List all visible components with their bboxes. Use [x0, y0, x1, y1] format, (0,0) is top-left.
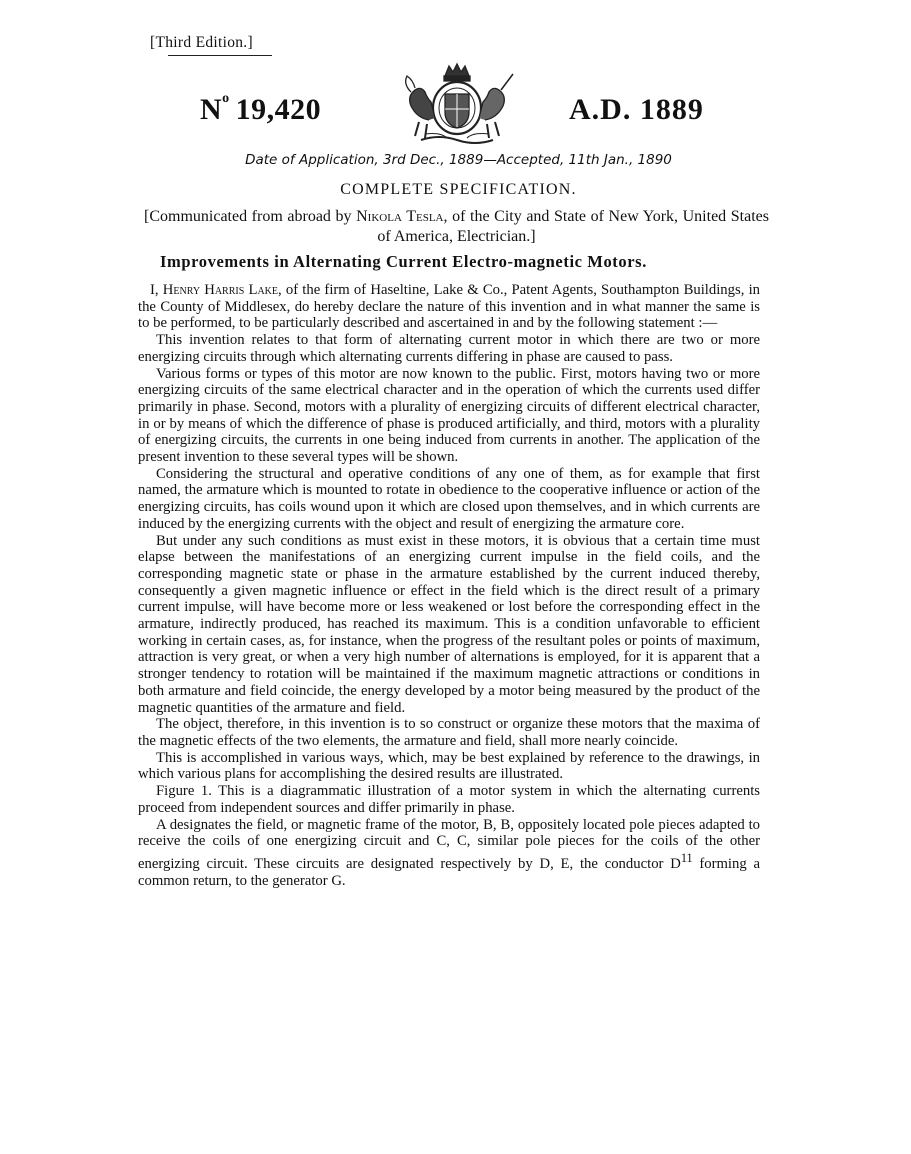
communication-after: , of the City and State of New York, United States of America, Electrician.]: [377, 208, 769, 245]
number-sup: o: [222, 91, 230, 106]
communication-note: [144, 207, 769, 247]
body-paragraph: But under any such conditions as must exist in these motors, it is obvious that a certain time must elapse between the manifestations of an energizing current impulse in the field coils, and the corresponding magnetic state or phase in the armature established by the current induced thereby, consequently a given magnetic influence or effect in the field which is the direct result of a primary current impulse, will have become more or less weakened or lost before the corresponding effect in the armature, indirectly produced, has reached its maximum. This is a condition unfavorable to efficient working in certain cases, as, for instance, when the progress of the resultant poles or points of maximum, attraction is very great, or when a very high number of alternations is employed, for it is apparent that a stronger tendency to rotation will be maintained if the maximum magnetic attractions or conditions in both armature and field coincide, the energy developed by a motor being measured by the product of the magnetic quantities of the armature and field.: [138, 532, 760, 716]
declaration-text: , of the firm of Haseltine, Lake & Co., Patent Agents, Southampton Buildings, in the County of Middlesex, do hereby declare the nature of this invention and in what manner the same is to be performed, to be particularly described and ascertained in and by the following statement :—: [138, 282, 760, 332]
body-paragraph: This is accomplished in various ways, which, may be best explained by reference to the drawings, in which various plans for accomplishing the desired results are illustrated.: [138, 749, 760, 783]
body-paragraph: This invention relates to that form of alternating current motor in which there are two or more energizing circuits through which alternating currents differing in phase are caused to pass.: [138, 332, 760, 365]
declaration-prefix: I,: [150, 282, 163, 298]
number-value: 19,420: [235, 93, 322, 126]
body-paragraph: Various forms or types of this motor are now known to the public. First, motors having two or more energizing circuits of the same electrical character and in the operation of which the currents used differ primarily in phase. Second, motors with a plurality of energizing circuits of different electrical character, in or by means of which the difference of phase is produced artificially, and third, motors with a plurality of energizing circuits, the currents in one being induced from currents in another. The application of the present invention to these several types will be shown.: [138, 365, 760, 466]
body-paragraph-last: [138, 817, 760, 890]
declaration-paragraph: [138, 282, 760, 332]
invention-title: Improvements in Alternating Current Electro-magnetic Motors.: [160, 252, 647, 271]
communication-before: [Communicated from abroad by: [144, 208, 357, 225]
royal-coat-of-arms-icon: [381, 62, 533, 148]
last-paragraph-end: forming a common return, to the generator G.: [138, 855, 760, 889]
specification-heading: COMPLETE SPECIFICATION.: [340, 181, 577, 198]
last-paragraph-text: A designates the field, or magnetic frame of the motor, B, B, oppositely located pole pieces adapted to receive the coils of one energizing circuit and C, C, similar pole pieces for the coils of the other energizing circuit. These circuits are designated respectively by D, E, the conductor D: [138, 816, 760, 872]
patent-number: [200, 93, 321, 127]
inventor-name: Nikola Tesla: [356, 208, 444, 225]
superscript: 11: [680, 850, 693, 865]
application-dates: Date of Application, 3rd Dec., 1889—Accepted, 11th Jan., 1890: [245, 152, 672, 168]
declarant-name: Henry Harris Lake: [162, 282, 279, 298]
specification-body: [138, 282, 760, 889]
patent-year: A.D. 1889: [569, 93, 704, 126]
body-paragraph: Figure 1. This is a diagrammatic illustration of a motor system in which the alternating currents proceed from independent sources and differ primarily in phase.: [138, 783, 760, 816]
edition-underline: [168, 55, 272, 56]
number-prefix: N: [200, 93, 223, 126]
edition-label: [Third Edition.]: [150, 34, 253, 51]
body-paragraph: The object, therefore, in this invention is to so construct or organize these motors that the maxima of the magnetic effects of the two elements, the armature and field, shall more nearly coincide.: [138, 716, 760, 749]
body-paragraph: Considering the structural and operative conditions of any one of them, as for example that first named, the armature which is mounted to rotate in obedience to the cooperative influence or action of the energizing circuits, has coils wound upon it which are closed upon themselves, and in which currents are induced by the energizing currents with the object and result of energizing the armature core.: [138, 465, 760, 532]
